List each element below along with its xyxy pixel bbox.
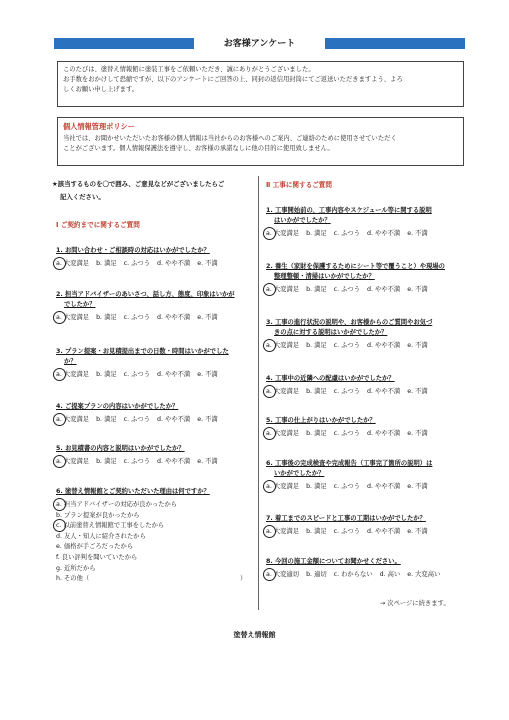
intro-line: お手数をおかけして恐縮ですが、以下のアンケートにご回答の上、同封の返信用封筒にてご返送いただきますよう、よろ <box>63 76 403 83</box>
question-right-8 <box>266 557 447 580</box>
question-text: でしたか？ <box>64 301 96 308</box>
option-a-circled[interactable]: a. 大変満足 <box>266 483 300 490</box>
question-text: 1. 工事開始前の、工事内容やスケジュール等に関する説明 <box>266 207 432 214</box>
question-text: 3. 工事の進行状況の説明や、お客様からのご質問やお気づ <box>266 319 433 326</box>
option-a-circled[interactable]: a. 大変満足 <box>56 314 90 321</box>
answer-options <box>266 285 445 295</box>
question-text: 6. 塗替え情報館とご契約いただいた理由は何ですか？ <box>56 488 210 495</box>
option-c[interactable]: c. ふつう <box>333 528 361 535</box>
option-e[interactable]: e. 不満 <box>197 458 218 465</box>
reason-item-b[interactable]: b. プラン提案が良かったから <box>56 511 140 519</box>
option-b[interactable]: b. 満足 <box>96 260 117 267</box>
question-text: 3. プラン提案・お見積提出までの日数・時間はいかがでした <box>56 348 229 355</box>
option-c[interactable]: c. ふつう <box>123 260 151 267</box>
option-c[interactable]: c. ふつう <box>333 483 361 490</box>
question-right-7 <box>266 514 435 537</box>
option-e[interactable]: e. 不満 <box>407 388 428 395</box>
privacy-policy-title: 個人情報管理ポリシー <box>63 122 135 131</box>
reason-item-g[interactable]: g. 近所だから <box>56 564 96 572</box>
question-text: 1. お問い合わせ・ご相談時の対応はいかがでしたか？ <box>56 247 210 254</box>
answer-options <box>266 527 435 537</box>
option-b[interactable]: b. 満足 <box>96 458 117 465</box>
option-e[interactable]: e. 不満 <box>407 286 428 293</box>
intro-box <box>57 61 464 107</box>
privacy-line: ことがございます。個人情報保護法を遵守し、お客様の承諾なしに他の目的に使用致しません。 <box>63 145 334 152</box>
question-text: 整理整頓・清掃はいかがでしたか？ <box>274 273 375 280</box>
option-c[interactable]: c. ふつう <box>333 230 361 237</box>
instruction-line: ★該当するものを〇で囲み、ご意見などがございましたらご <box>52 180 225 188</box>
option-d[interactable]: d. やや不満 <box>367 342 401 349</box>
option-d[interactable]: d. やや不満 <box>367 286 401 293</box>
reason-other-label: h. その他（ <box>56 575 90 583</box>
answer-options <box>56 259 225 269</box>
option-a-circled[interactable]: a. 大変満足 <box>266 342 300 349</box>
option-e[interactable]: e. 不満 <box>407 342 428 349</box>
section-heading-construction: Ⅱ 工事に関するご質問 <box>266 181 332 189</box>
answer-options <box>266 341 435 351</box>
answer-options <box>56 370 229 380</box>
question-text: 8. 今回の施工金額についてお聞かせください。 <box>266 558 401 565</box>
option-d[interactable]: d. やや不満 <box>157 260 191 267</box>
option-b[interactable]: b. 満足 <box>96 371 117 378</box>
option-e[interactable]: e. 不満 <box>197 260 218 267</box>
option-d[interactable]: d. やや不満 <box>157 416 191 423</box>
column-divider <box>258 176 259 610</box>
option-a-circled[interactable]: a. 大変満足 <box>266 286 300 293</box>
option-d[interactable]: d. 高い <box>379 571 401 578</box>
answer-options <box>266 570 447 580</box>
intro-line: このたびは、塗替え情報館に塗装工事をご依頼いただき、誠にありがとうございました。 <box>63 66 315 73</box>
option-c[interactable]: c. ふつう <box>123 371 151 378</box>
question-text: 5. 工事の仕上がりはいかがでしたか？ <box>266 417 376 424</box>
question-text: きの点に対する説明はいかがでしたか？ <box>274 329 388 336</box>
option-a-circled[interactable]: a. 大変満足 <box>56 260 90 267</box>
question-text: 4. ご提案プランの内容はいかがでしたか？ <box>56 403 179 410</box>
reason-item-a[interactable]: a. 担当アドバイザーの対応が良かったから <box>56 500 252 511</box>
option-a-circled[interactable]: a. 大変満足 <box>266 430 300 437</box>
question-text: はいかがでしたか？ <box>274 217 331 224</box>
option-b[interactable]: b. 満足 <box>306 388 327 395</box>
option-d[interactable]: d. やや不満 <box>367 388 401 395</box>
option-b[interactable]: b. 満足 <box>306 430 327 437</box>
option-d[interactable]: d. やや不満 <box>157 458 191 465</box>
answer-options <box>56 313 235 323</box>
option-d[interactable]: d. やや不満 <box>367 230 401 237</box>
question-right-2 <box>266 262 445 295</box>
next-page-note: → 次ページに続きます。 <box>380 600 450 607</box>
footer-company-name: 塗替え情報館 <box>233 631 276 639</box>
answer-options <box>266 229 435 239</box>
page-title: お客様アンケート <box>223 39 296 49</box>
question-text: いかがでしたか？ <box>274 470 325 477</box>
answer-options <box>266 429 435 439</box>
question-text: 7. 着工までのスピードと工事の工期はいかがでしたか？ <box>266 515 426 522</box>
option-c[interactable]: c. ふつう <box>333 430 361 437</box>
answer-options <box>266 482 435 492</box>
option-c[interactable]: c. ふつう <box>123 458 151 465</box>
option-d[interactable]: d. やや不満 <box>367 430 401 437</box>
option-b[interactable]: b. 満足 <box>306 528 327 535</box>
option-d[interactable]: d. やや不満 <box>157 314 191 321</box>
option-c[interactable]: c. わからない <box>333 571 373 578</box>
option-d[interactable]: d. やや不満 <box>157 371 191 378</box>
question-left-2 <box>56 290 235 323</box>
option-b[interactable]: b. 満足 <box>306 342 327 349</box>
title-bar-right <box>325 38 465 49</box>
question-left-1 <box>56 246 225 269</box>
option-e[interactable]: e. 不満 <box>197 314 218 321</box>
option-c[interactable]: c. ふつう <box>333 286 361 293</box>
option-e[interactable]: e. 不満 <box>407 528 428 535</box>
title-bar <box>54 38 465 49</box>
answer-options <box>56 457 225 467</box>
answer-options <box>56 415 225 425</box>
option-a-circled[interactable]: a. 大変満足 <box>266 528 300 535</box>
option-a-circled[interactable]: a. 大変満足 <box>56 416 90 423</box>
option-a-circled[interactable]: a. 大変満足 <box>56 371 90 378</box>
privacy-policy-box <box>57 117 464 166</box>
option-e[interactable]: e. 大変高い <box>407 571 441 578</box>
question-right-1 <box>266 206 435 239</box>
option-a-circled[interactable]: a. 大変満足 <box>266 230 300 237</box>
answer-options <box>266 387 435 397</box>
question-right-5 <box>266 416 435 439</box>
option-b[interactable]: b. 適切 <box>306 571 327 578</box>
question-text: 6. 工事後の完成検査や完成報告（工事完了箇所の説明）は <box>266 460 433 467</box>
option-e[interactable]: e. 不満 <box>197 416 218 423</box>
option-c[interactable]: c. ふつう <box>333 342 361 349</box>
title-bar-left <box>54 38 194 49</box>
option-e[interactable]: e. 不満 <box>407 483 428 490</box>
question-text: 4. 工事中の近隣への配慮はいかがでしたか？ <box>266 375 395 382</box>
instruction <box>52 178 260 204</box>
reason-item-d[interactable]: d. 友人・知人に紹介されたから <box>56 532 146 540</box>
option-a-circled[interactable]: a. 大変満足 <box>56 458 90 465</box>
question-right-4 <box>266 374 435 397</box>
reason-other-close: ） <box>240 575 247 583</box>
option-e[interactable]: e. 不満 <box>407 430 428 437</box>
instruction-line: 記入ください。 <box>60 193 105 201</box>
option-c[interactable]: c. ふつう <box>123 416 151 423</box>
section-heading-contract: Ⅰ ご契約までに関するご質問 <box>56 221 140 229</box>
reason-item-h[interactable] <box>56 574 252 585</box>
option-b[interactable]: b. 満足 <box>96 416 117 423</box>
option-d[interactable]: d. やや不満 <box>367 483 401 490</box>
option-b[interactable]: b. 満足 <box>306 230 327 237</box>
option-b[interactable]: b. 満足 <box>96 314 117 321</box>
reason-list <box>56 500 252 585</box>
question-right-3 <box>266 318 435 351</box>
reason-item-c[interactable]: c. 以前塗替え情報館で工事をしたから <box>56 521 252 532</box>
option-d[interactable]: d. やや不満 <box>367 528 401 535</box>
privacy-line: 当社では、お聞かせいただいたお客様の個人情報は当社からのお客様へのご案内、ご連絡のために使用させていただく <box>63 135 397 142</box>
option-a-circled[interactable]: a. 大変適切 <box>266 571 300 578</box>
option-a-circled[interactable]: a. 大変満足 <box>266 388 300 395</box>
question-left-5 <box>56 444 225 467</box>
question-left-6 <box>56 487 252 585</box>
question-text: 2. 養生（家財を保護するためにシート等で覆うこと）や現場の <box>266 263 445 270</box>
option-b[interactable]: b. 満足 <box>306 286 327 293</box>
intro-line: しくお願い申し上げます。 <box>63 86 139 93</box>
question-text: 2. 担当アドバイザーのあいさつ、話し方、態度、印象はいかが <box>56 291 235 298</box>
question-left-4 <box>56 402 225 425</box>
option-e[interactable]: e. 不満 <box>197 371 218 378</box>
question-text: 5. お見積書の内容と説明はいかがでしたか？ <box>56 445 185 452</box>
option-c[interactable]: c. ふつう <box>123 314 151 321</box>
reason-item-e[interactable]: e. 価格が手ごろだったから <box>56 543 134 551</box>
option-c[interactable]: c. ふつう <box>333 388 361 395</box>
reason-item-f[interactable]: f. 良い評判を聞いていたから <box>56 553 138 561</box>
option-e[interactable]: e. 不満 <box>407 230 428 237</box>
option-b[interactable]: b. 満足 <box>306 483 327 490</box>
question-text: か？ <box>64 358 77 365</box>
question-left-3 <box>56 347 229 380</box>
question-right-6 <box>266 459 435 492</box>
